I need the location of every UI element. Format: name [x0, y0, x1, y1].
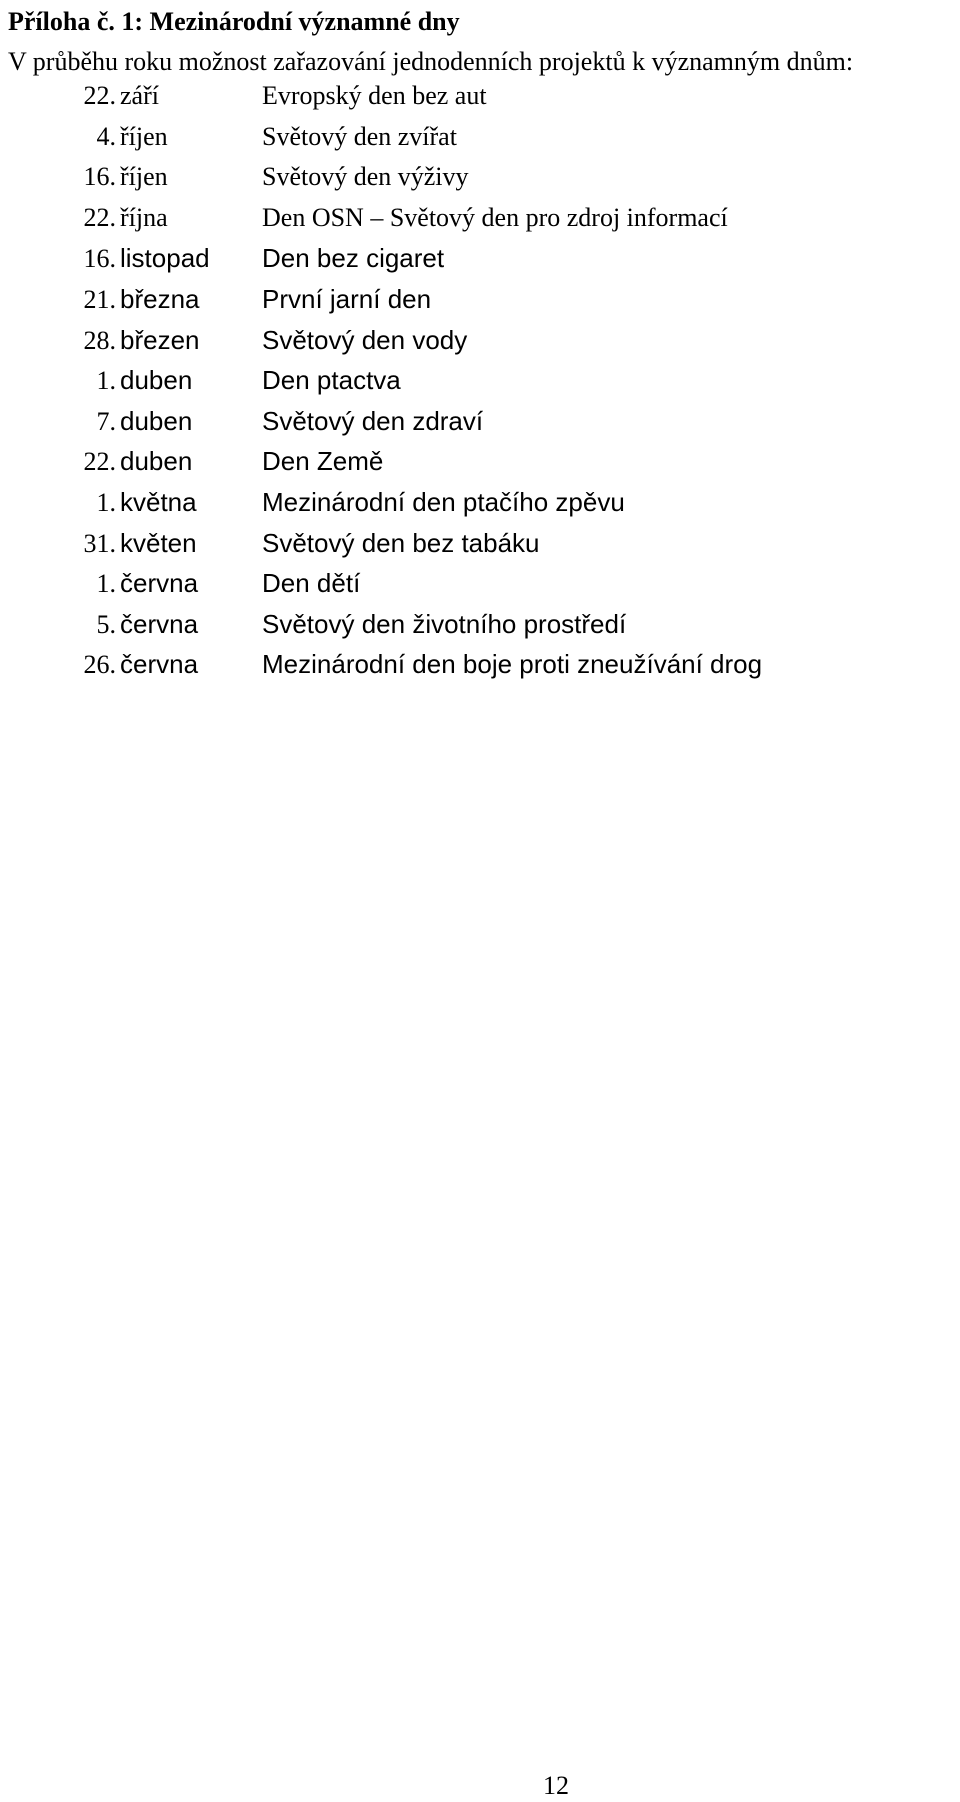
month-name: října [120, 202, 168, 232]
date-cell [8, 563, 220, 604]
month-name: května [120, 486, 197, 517]
date-cell [8, 117, 220, 157]
list-item [0, 441, 960, 482]
list-item [0, 482, 960, 523]
event-name: Světový den vody [262, 324, 468, 355]
page-title: Příloha č. 1: Mezinárodní významné dny [8, 7, 460, 36]
month-name: března [120, 283, 200, 314]
month-name: březen [120, 324, 200, 355]
date-cell [8, 360, 220, 401]
date-cell [8, 198, 220, 238]
month-name: června [120, 608, 199, 639]
event-name: Den ptactva [262, 365, 401, 396]
day-number: 22. [83, 81, 116, 110]
date-cell [8, 441, 220, 482]
list-item [0, 320, 960, 361]
day-number: 5. [96, 609, 116, 639]
date-cell [8, 523, 220, 564]
event-name: Světový den zvířat [262, 121, 457, 151]
event-name: Den bez cigaret [262, 243, 445, 274]
month-name: duben [120, 446, 193, 477]
list-item [0, 563, 960, 604]
month-name: června [120, 568, 199, 599]
month-name: června [120, 649, 199, 680]
day-number: 4. [96, 121, 116, 151]
date-cell [8, 76, 220, 116]
list-item [0, 76, 960, 117]
list-item [0, 360, 960, 401]
event-name: Mezinárodní den ptačího zpěvu [262, 486, 625, 517]
event-name: Den OSN – Světový den pro zdroj informací [262, 202, 728, 232]
list-item [0, 644, 960, 685]
date-cell [8, 157, 220, 197]
day-number: 1. [96, 366, 116, 396]
day-number: 31. [83, 528, 116, 558]
date-cell [8, 238, 220, 279]
list-item [0, 117, 960, 158]
page-number: 12 [543, 1771, 569, 1800]
day-number: 26. [83, 650, 116, 680]
list-item [0, 279, 960, 320]
date-cell [8, 320, 220, 361]
day-number: 16. [83, 244, 116, 274]
significant-days-list [0, 76, 960, 685]
month-name: říjen [120, 121, 168, 151]
day-number: 28. [83, 325, 116, 355]
date-cell [8, 604, 220, 645]
month-name: září [120, 81, 159, 110]
day-number: 21. [83, 284, 116, 314]
list-item [0, 604, 960, 645]
day-number: 22. [83, 202, 116, 232]
event-name: Světový den životního prostředí [262, 608, 627, 639]
day-number: 22. [83, 447, 116, 477]
event-name: Evropský den bez aut [262, 81, 487, 110]
list-item [0, 157, 960, 198]
day-number: 7. [96, 406, 116, 436]
event-name: Den Země [262, 446, 384, 477]
event-name: Světový den zdraví [262, 405, 484, 436]
event-name: Den dětí [262, 568, 361, 599]
date-cell [8, 279, 220, 320]
day-number: 1. [96, 569, 116, 599]
list-item [0, 523, 960, 564]
date-cell [8, 482, 220, 523]
month-name: duben [120, 365, 193, 396]
month-name: květen [120, 527, 197, 558]
month-name: duben [120, 405, 193, 436]
intro-paragraph: V průběhu roku možnost zařazování jednodenních projektů k významným dnům: [8, 47, 854, 76]
day-number: 1. [96, 487, 116, 517]
list-item [0, 198, 960, 239]
month-name: říjen [120, 162, 168, 192]
day-number: 16. [83, 162, 116, 192]
date-cell [8, 644, 220, 685]
month-name: listopad [120, 243, 210, 274]
event-name: První jarní den [262, 283, 432, 314]
event-name: Mezinárodní den boje proti zneužívání drog [262, 649, 763, 680]
event-name: Světový den výživy [262, 162, 469, 192]
list-item [0, 401, 960, 442]
event-name: Světový den bez tabáku [262, 527, 540, 558]
date-cell [8, 401, 220, 442]
list-item [0, 238, 960, 279]
